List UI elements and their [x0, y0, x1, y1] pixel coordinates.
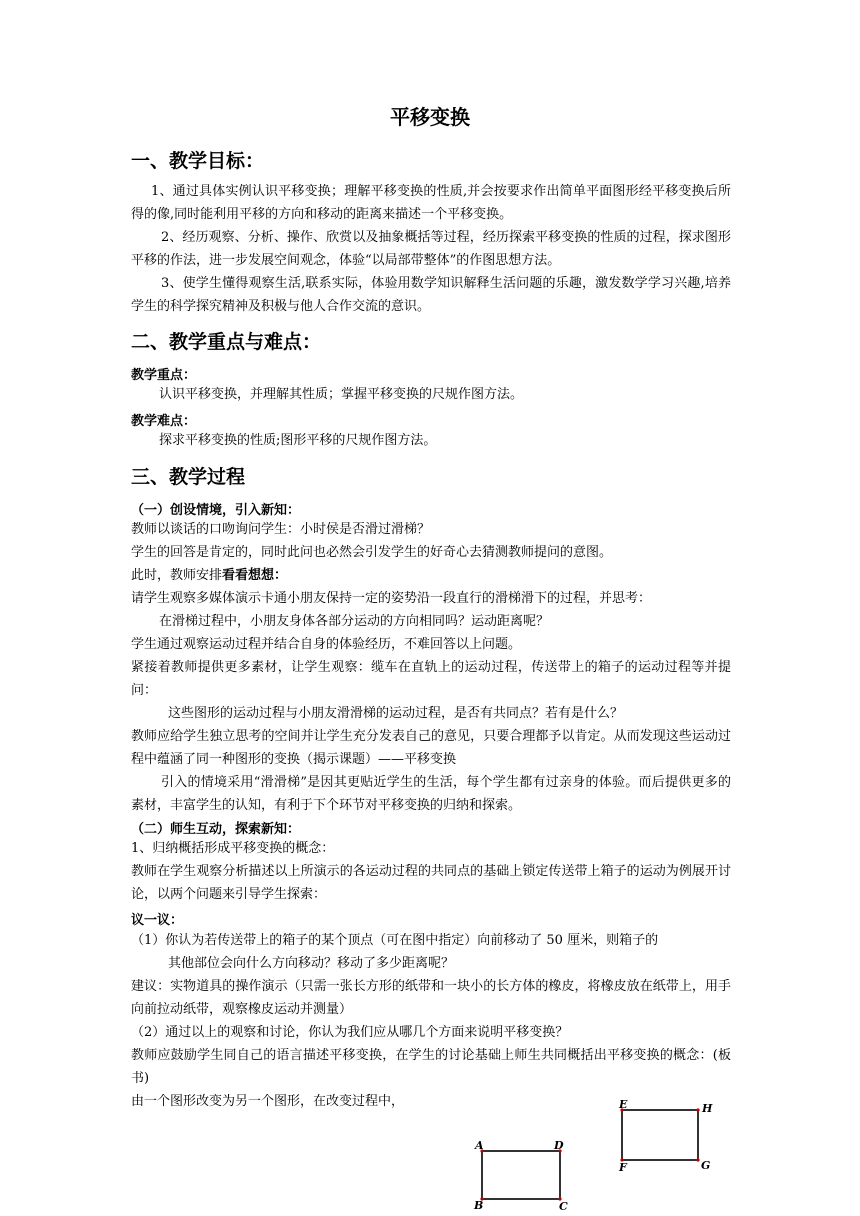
paragraph-line: 学生的回答是肯定的，同时此问也必然会引发学生的好奇心去猜测教师提问的意图。	[131, 545, 613, 560]
paragraph: 紧接着教师提供更多素材，让学生观察：缆车在直轨上的运动过程，传送带上的箱子的运动过程等并提问：	[131, 660, 731, 698]
paragraph-line: 这些图形的运动过程与小朋友滑滑梯的运动过程，是否有共同点？若有是什么？	[168, 706, 624, 721]
paragraph-line: 由一个图形改变为另一个图形，在改变过程中，	[131, 1094, 405, 1109]
rectangle-efgh	[618, 1098, 713, 1174]
text-run: 此时，教师安排	[131, 568, 223, 583]
question-1-cont: 其他部位会向什么方向移动？移动了多少距离呢？	[168, 956, 455, 971]
subsection-1-heading: （一）创设情境，引入新知：	[131, 503, 301, 518]
question-2: （2）通过以上的观察和讨论，你认为我们应从哪几个方面来说明平移变换？	[131, 1025, 569, 1040]
vertex-label-g: G	[701, 1159, 711, 1172]
paragraph-line: 教师以谈话的口吻询问学生：小时侯是否滑过滑梯？	[131, 522, 431, 537]
section-1-heading: 一、教学目标：	[131, 150, 265, 172]
key-point-label: 教学重点：	[131, 368, 197, 383]
vertex-label-h: H	[702, 1102, 713, 1115]
key-point-text: 认识平移变换，并理解其性质；掌握平移变换的尺规作图方法。	[159, 387, 524, 402]
question-1: （1）你认为若传送带上的箱子的某个顶点（可在图中指定）向前移动了 50 厘米，则箱子的	[131, 933, 659, 948]
section-2-heading: 二、教学重点与难点：	[131, 331, 322, 353]
objective-2: 2、经历观察、分析、操作、欣赏以及抽象概括等过程，经历探索平移变换的性质的过程，探求图形平移的作法，进一步发展空间观念，体验“以局部带整体”的作图思想方法。	[131, 230, 731, 268]
vertex-label-c: C	[559, 1200, 568, 1213]
vertex-label-a: A	[475, 1139, 484, 1152]
objective-1: 1、通过具体实例认识平移变换；理解平移变换的性质,并会按要求作出简单平面图形经平移变换后所得的像,同时能利用平移的方向和移动的距离来描述一个平移变换。	[131, 184, 731, 222]
objective-3: 3、使学生懂得观察生活,联系实际，体验用数学知识解释生活问题的乐趣，激发数学学习兴趣,培养学生的科学探究精神及积极与他人合作交流的意识。	[131, 276, 731, 314]
paragraph: 教师在学生观察分析描述以上所演示的各运动过程的共同点的基础上锁定传送带上箱子的运动为例展开讨论，以两个问题来引导学生探索：	[131, 864, 731, 902]
paragraph: 引入的情境采用“滑滑梯”是因其更贴近学生的生活，每个学生都有过亲身的体验。而后提供更多的素材，丰富学生的认知，有利于下个环节对平移变换的归纳和探索。	[131, 775, 731, 813]
page-title: 平移变换	[390, 105, 470, 129]
paragraph: 教师应给学生独立思考的空间并让学生充分发表自己的意见，只要合理都予以肯定。从而发现这些运动过程中蕴涵了同一种图形的变换（揭示课题）——平移变换	[131, 729, 731, 767]
rectangle-abcd	[473, 1139, 568, 1213]
paragraph-line: 在滑梯过程中，小朋友身体各部分运动的方向相同吗？运动距离呢？	[159, 614, 550, 629]
vertex-label-d: D	[554, 1139, 564, 1152]
paragraph-line	[131, 564, 287, 587]
subsection-2-heading: （二）师生互动，探索新知：	[131, 822, 301, 837]
paragraph-line: 请学生观察多媒体演示卡通小朋友保持一定的姿势沿一段直行的滑梯滑下的过程，并思考：	[131, 591, 652, 606]
bold-run: 看看想想：	[222, 568, 288, 583]
paragraph-line: 学生通过观察运动过程并结合自身的体验经历，不难回答以上问题。	[131, 637, 522, 652]
vertex-label-f: F	[619, 1161, 627, 1174]
difficulty-label: 教学难点：	[131, 414, 197, 429]
difficulty-text: 探求平移变换的性质;图形平移的尺规作图方法。	[159, 433, 437, 448]
section-3-heading: 三、教学过程	[131, 466, 246, 488]
vertex-label-b: B	[474, 1199, 484, 1212]
discussion-label: 议一议：	[131, 913, 184, 928]
paragraph-line: 1、归纳概括形成平移变换的概念：	[131, 841, 335, 856]
suggestion: 建议：实物道具的操作演示（只需一张长方形的纸带和一块小的长方体的橡皮，将橡皮放在纸带上，用手向前拉动纸带，观察橡皮运动并测量）	[131, 979, 731, 1017]
translation-figure	[460, 1095, 730, 1216]
vertex-label-e: E	[619, 1098, 628, 1111]
paragraph: 教师应鼓励学生同自己的语言描述平移变换，在学生的讨论基础上师生共同概括出平移变换的概念：(板书)	[131, 1048, 731, 1086]
